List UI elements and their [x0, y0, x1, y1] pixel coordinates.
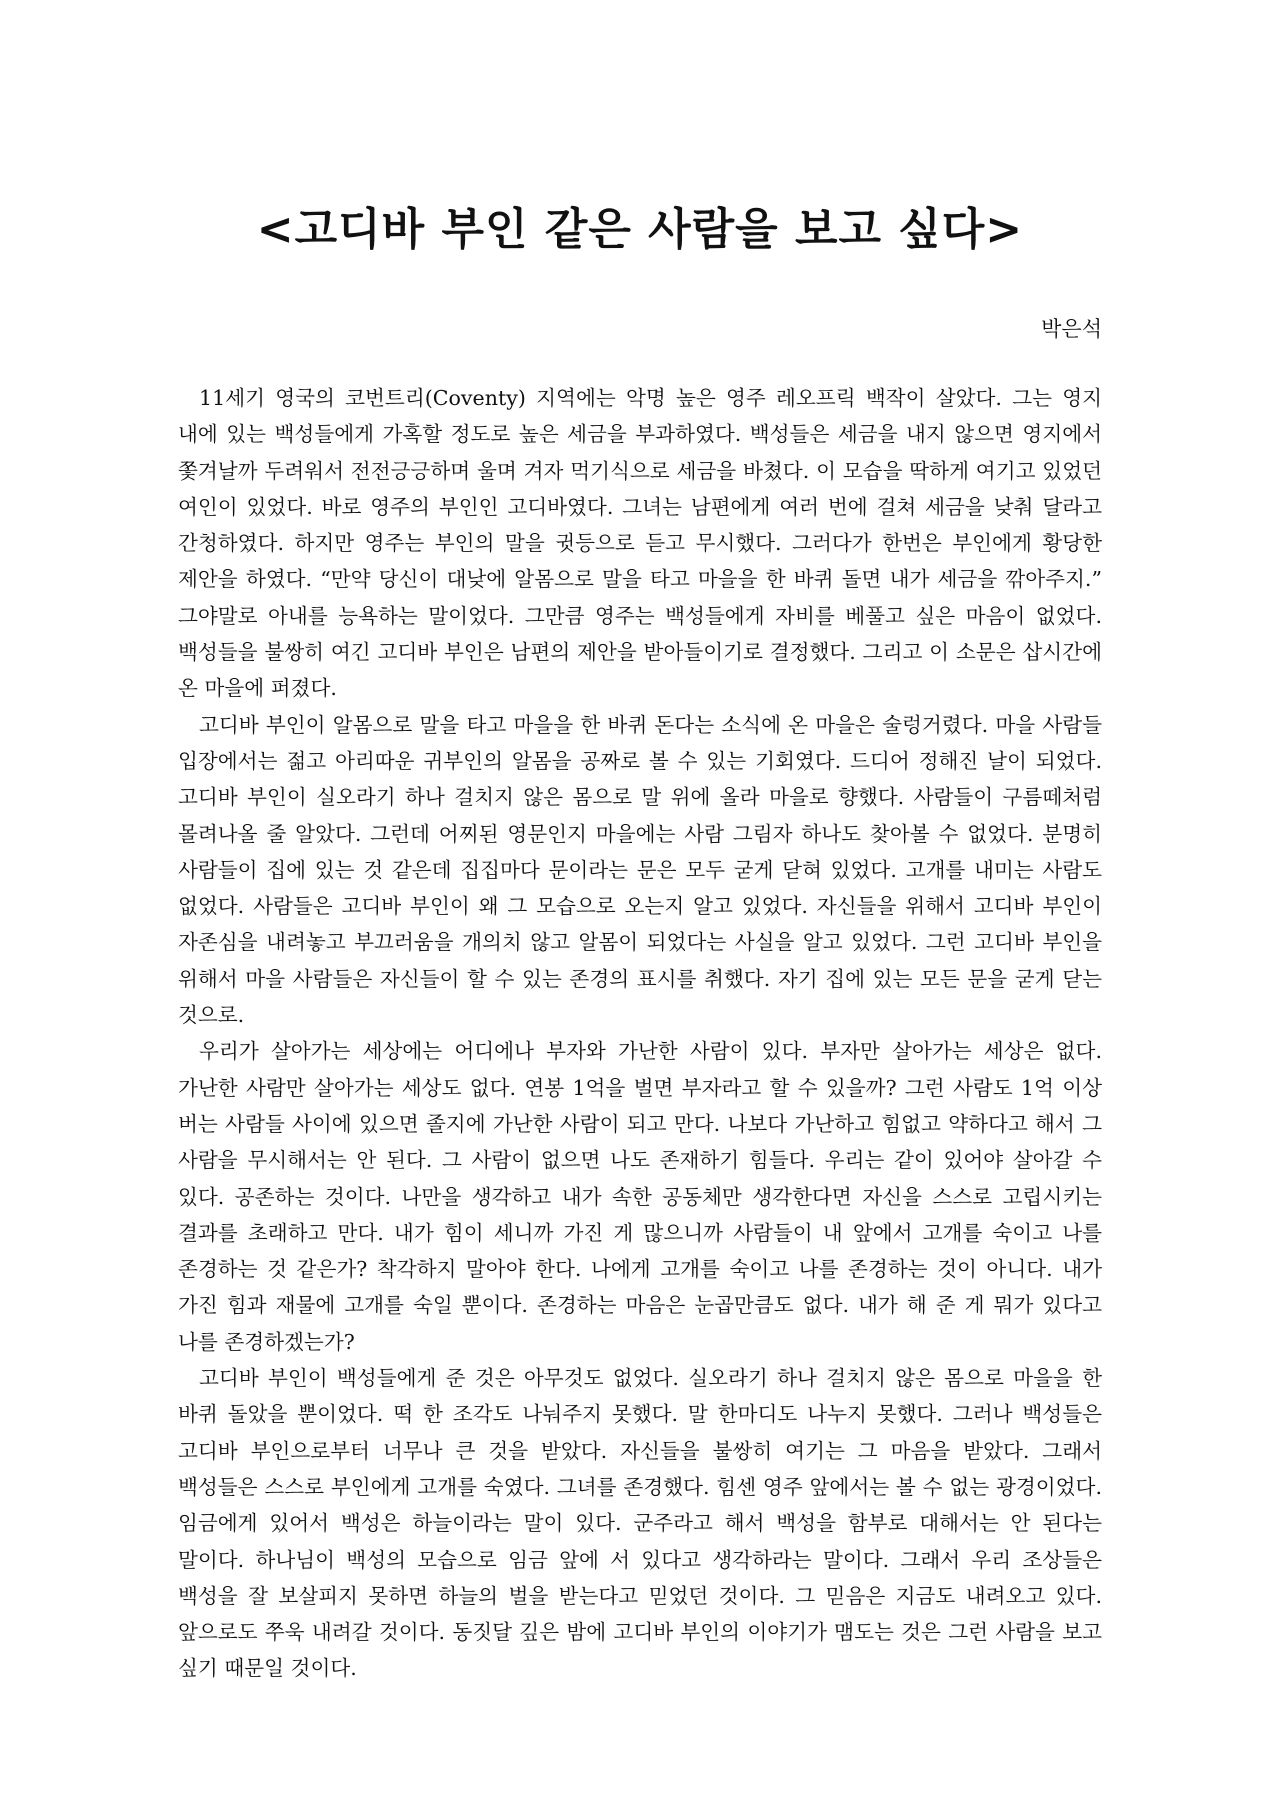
paragraph: 우리가 살아가는 세상에는 어디에나 부자와 가난한 사람이 있다. 부자만 살아가는 세상은 없다. 가난한 사람만 살아가는 세상도 없다. 연봉 1억을 벌면 부자라고 할 수 있을까? 그런 사람도 1억 이상 버는 사람들 사이에 있으면 졸지에 가난한 사람이 되고 만다. 나보다 가난하고 힘없고 약하다고 해서 그 사람을 무시해서는 안 된다. 그 사람이 없으면 나도 존재하기 힘들다. 우리는 같이 있어야 살아갈 수 있다. 공존하는 것이다. 나만을 생각하고 내가 속한 공동체만 생각한다면 자신을 스스로 고립시키는 결과를 초래하고 만다. 내가 힘이 세니까 가진 게 많으니까 사람들이 내 앞에서 고개를 숙이고 나를 존경하는 것 같은가? 착각하지 말아야 한다. 나에게 고개를 숙이고 나를 존경하는 것이 아니다. 내가 가진 힘과 재물에 고개를 숙일 뿐이다. 존경하는 마음은 눈곱만큼도 없다. 내가 해 준 게 뭐가 있다고 나를 존경하겠는가? — [178, 1039, 1102, 1354]
paragraph: 11세기 영국의 코번트리(Coventy) 지역에는 악명 높은 영주 레오프릭 백작이 살았다. 그는 영지 내에 있는 백성들에게 가혹할 정도로 높은 세금을 부과하였다. 백성들은 세금을 내지 않으면 영지에서 쫓겨날까 두려워서 전전긍긍하며 울며 겨자 먹기식으로 세금을 바쳤다. 이 모습을 딱하게 여기고 있었던 여인이 있었다. 바로 영주의 부인인 고디바였다. 그녀는 남편에게 여러 번에 걸쳐 세금을 낮춰 달라고 간청하였다. 하지만 영주는 부인의 말을 귓등으로 듣고 무시했다. 그러다가 한번은 부인에게 황당한 제안을 하였다. “만약 당신이 대낮에 알몸으로 말을 타고 마을을 한 바퀴 돌면 내가 세금을 깎아주지.” 그야말로 아내를 능욕하는 말이었다. 그만큼 영주는 백성들에게 자비를 베풀고 싶은 마음이 없었다. 백성들을 불쌍히 여긴 고디바 부인은 남편의 제안을 받아들이기로 결정했다. 그리고 이 소문은 삽시간에 온 마을에 퍼졌다. — [178, 386, 1102, 701]
document-title: <고디바 부인 같은 사람을 보고 싶다> — [256, 204, 1024, 255]
paragraph: 고디바 부인이 백성들에게 준 것은 아무것도 없었다. 실오라기 하나 걸치지 않은 몸으로 마을을 한 바퀴 돌았을 뿐이었다. 떡 한 조각도 나눠주지 못했다. 말 한마디도 나누지 못했다. 그러나 백성들은 고디바 부인으로부터 너무나 큰 것을 받았다. 자신들을 불쌍히 여기는 그 마음을 받았다. 그래서 백성들은 스스로 부인에게 고개를 숙였다. 그녀를 존경했다. 힘센 영주 앞에서는 볼 수 없는 광경이었다. 임금에게 있어서 백성은 하늘이라는 말이 있다. 군주라고 해서 백성을 함부로 대해서는 안 된다는 말이다. 하나님이 백성의 모습으로 임금 앞에 서 있다고 생각하라는 말이다. 그래서 우리 조상들은 백성을 잘 보살피지 못하면 하늘의 벌을 받는다고 믿었던 것이다. 그 믿음은 지금도 내려오고 있다. 앞으로도 쭈욱 내려갈 것이다. 동짓달 깊은 밤에 고디바 부인의 이야기가 맴도는 것은 그런 사람을 보고 싶기 때문일 것이다. — [178, 1366, 1102, 1681]
document-body — [178, 380, 1102, 1687]
paragraph: 고디바 부인이 알몸으로 말을 타고 마을을 한 바퀴 돈다는 소식에 온 마을은 술렁거렸다. 마을 사람들 입장에서는 젊고 아리따운 귀부인의 알몸을 공짜로 볼 수 있는 기회였다. 드디어 정해진 날이 되었다. 고디바 부인이 실오라기 하나 걸치지 않은 몸으로 말 위에 올라 마을로 향했다. 사람들이 구름떼처럼 몰려나올 줄 알았다. 그런데 어찌된 영문인지 마을에는 사람 그림자 하나도 찾아볼 수 없었다. 분명히 사람들이 집에 있는 것 같은데 집집마다 문이라는 문은 모두 굳게 닫혀 있었다. 고개를 내미는 사람도 없었다. 사람들은 고디바 부인이 왜 그 모습으로 오는지 알고 있었다. 자신들을 위해서 고디바 부인이 자존심을 내려놓고 부끄러움을 개의치 않고 알몸이 되었다는 사실을 알고 있었다. 그런 고디바 부인을 위해서 마을 사람들은 자신들이 할 수 있는 존경의 표시를 취했다. 자기 집에 있는 모든 문을 굳게 닫는 것으로. — [178, 712, 1102, 1028]
author-name: 박은석 — [1041, 317, 1102, 341]
